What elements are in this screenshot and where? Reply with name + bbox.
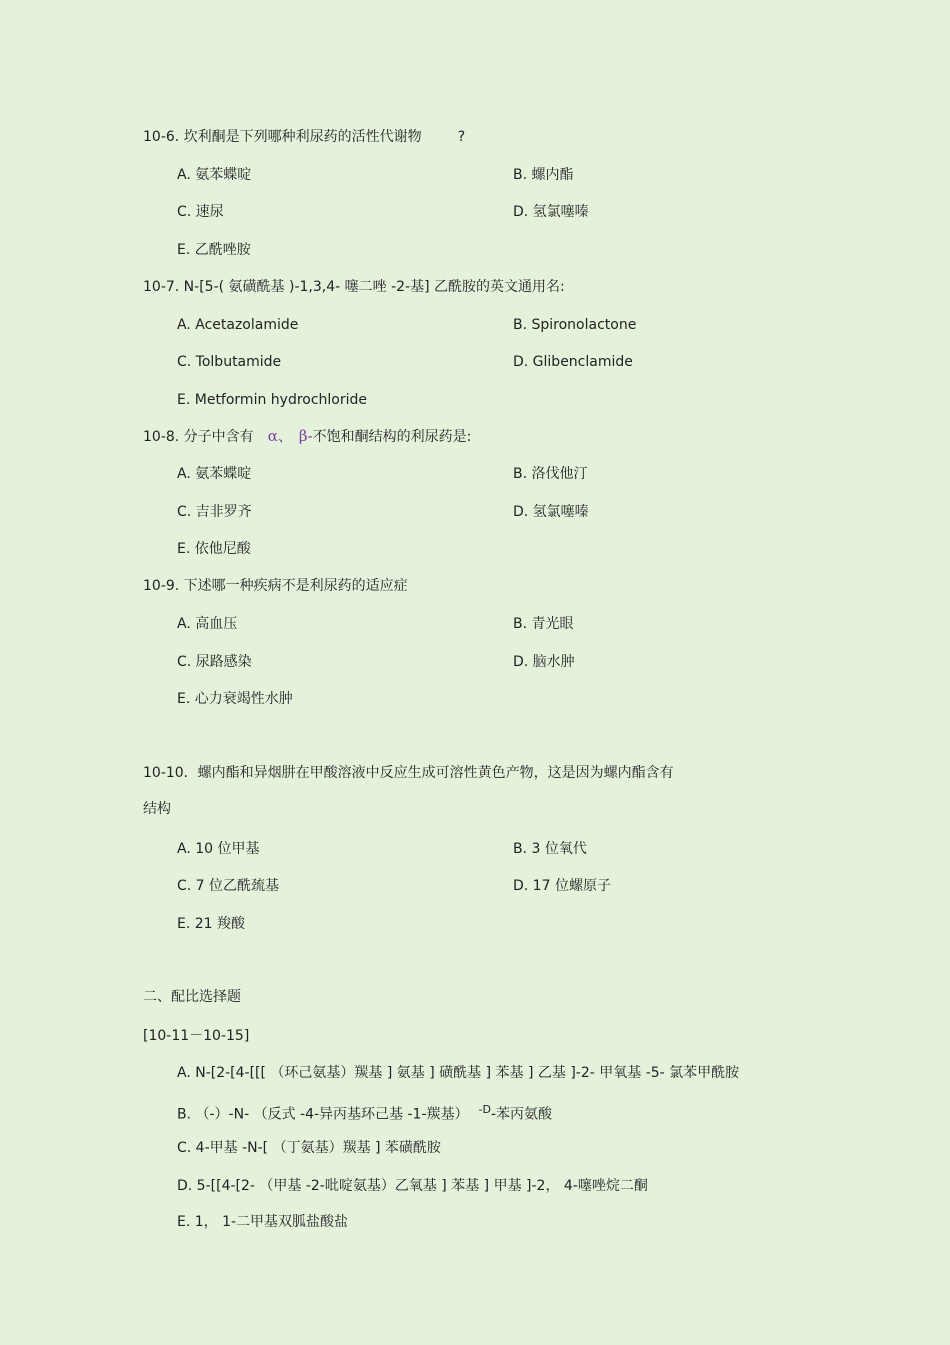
option-10-8-c: C. 吉非罗齐 (177, 504, 252, 520)
option-10-10-c: C. 7 位乙酰巯基 (177, 878, 280, 894)
question-10-8-stem: 10-8. 分子中含有 α、 β-不饱和酮结构的利尿药是: (143, 427, 472, 445)
section-title: 二、配比选择题 (143, 989, 241, 1005)
option-10-7-b: B. Spironolactone (513, 317, 637, 333)
match-option-c: C. 4-甲基 -N-[ （丁氨基）羰基 ] 苯磺酰胺 (177, 1140, 441, 1156)
option-10-7-d: D. Glibenclamide (513, 354, 633, 370)
option-10-8-b: B. 洛伐他汀 (513, 466, 588, 482)
option-10-9-e: E. 心力衰竭性水肿 (177, 691, 293, 707)
question-mark: ? (457, 129, 466, 145)
option-10-9-d: D. 脑水肿 (513, 654, 575, 670)
option-10-6-d: D. 氢氯噻嗪 (513, 204, 589, 220)
option-10-7-e: E. Metformin hydrochloride (177, 392, 368, 408)
option-10-6-e: E. 乙酰唑胺 (177, 242, 251, 258)
question-10-10-stem: 10-10．螺内酯和异烟肼在甲酸溶液中反应生成可溶性黄色产物，这是因为螺内酯含有 (143, 765, 674, 781)
option-10-6-a: A. 氨苯蝶啶 (177, 167, 252, 183)
alpha-symbol: α、 (267, 427, 293, 445)
match-option-b: B. （-）-N- （反式 -4-异丙基环己基 -1-羰基） $^{-D}$-苯丙氨酸 (177, 1103, 553, 1123)
match-option-d: D. 5-[[4-[2- （甲基 -2-吡啶氨基）乙氧基 ] 苯基 ] 甲基 ]-2， 4-噻唑烷二酮 (177, 1178, 648, 1194)
option-10-6-c: C. 速尿 (177, 204, 224, 220)
option-10-9-b: B. 青光眼 (513, 616, 574, 632)
match-option-e: E. 1， 1-二甲基双胍盐酸盐 (177, 1214, 349, 1230)
option-10-8-e: E. 依他尼酸 (177, 541, 251, 557)
option-10-10-e: E. 21 羧酸 (177, 916, 246, 932)
d-superscript: -D (478, 1103, 491, 1116)
question-10-10-stem-cont: 结构 (143, 801, 171, 817)
option-10-7-a: A. Acetazolamide (177, 317, 299, 333)
option-10-9-a: A. 高血压 (177, 616, 238, 632)
option-10-10-b: B. 3 位氧代 (513, 841, 587, 857)
beta-symbol: β- (298, 427, 313, 445)
option-10-10-d: D. 17 位螺原子 (513, 878, 611, 894)
match-option-a: A. N-[2-[4-[[[ （环己氨基）羰基 ] 氨基 ] 磺酰基 ] 苯基 ] 乙基 ]-2- 甲氧基 -5- 氯苯甲酰胺 (177, 1065, 740, 1081)
option-10-10-a: A. 10 位甲基 (177, 841, 260, 857)
question-10-9-stem: 10-9. 下述哪一种疾病不是利尿药的适应症 (143, 578, 408, 594)
option-10-6-b: B. 螺内酯 (513, 167, 574, 183)
option-10-9-c: C. 尿路感染 (177, 654, 252, 670)
question-10-6-stem: 10-6. 坎利酮是下列哪种利尿药的活性代谢物 ? (143, 129, 466, 145)
question-10-7-stem: 10-7. N-[5-( 氨磺酰基 )-1,3,4- 噻二唑 -2-基] 乙酰胺的英文通用名: (143, 279, 565, 295)
question-range: [10-11－10-15] (143, 1028, 250, 1044)
option-10-8-a: A. 氨苯蝶啶 (177, 466, 252, 482)
option-10-7-c: C. Tolbutamide (177, 354, 282, 370)
option-10-8-d: D. 氢氯噻嗪 (513, 504, 589, 520)
